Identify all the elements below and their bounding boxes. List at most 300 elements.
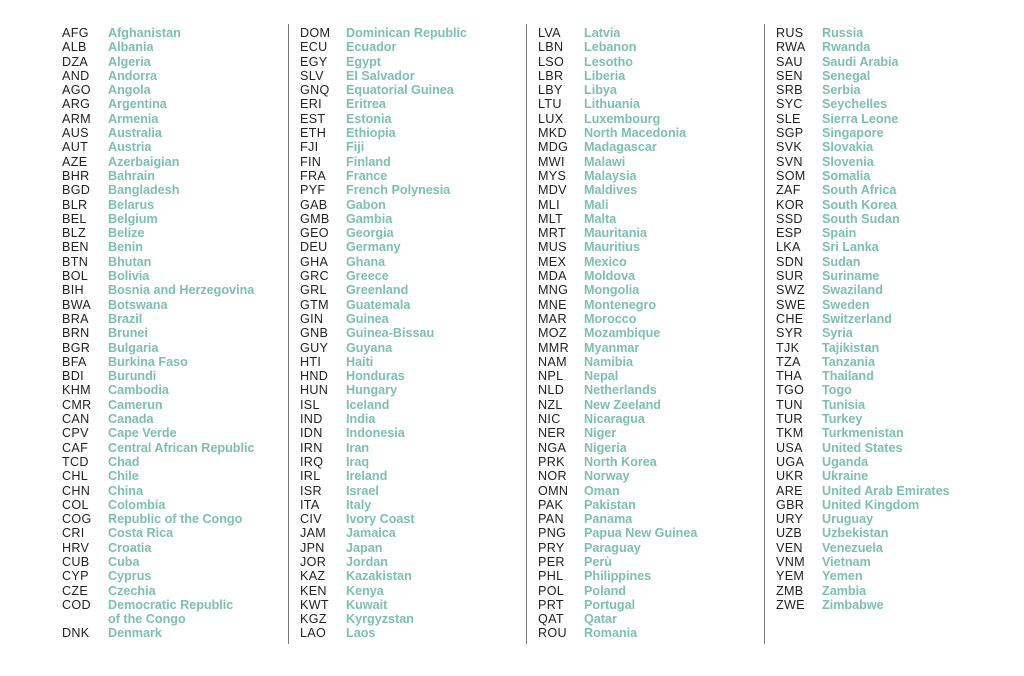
country-name: Netherlands <box>584 383 657 398</box>
country-name: Canada <box>108 412 154 427</box>
country-code: CHN <box>62 483 91 498</box>
country-name: Nepal <box>584 369 619 384</box>
country-name: Denmark <box>108 626 162 641</box>
country-row <box>776 183 950 197</box>
country-code: COD <box>62 597 91 612</box>
country-name: Hungary <box>346 383 398 398</box>
country-row <box>300 412 467 426</box>
country-row <box>776 226 950 240</box>
country-code: TGO <box>776 383 805 398</box>
country-row <box>62 341 255 355</box>
country-row <box>300 240 467 254</box>
country-code: GHA <box>300 254 329 269</box>
country-code: NIC <box>538 412 561 427</box>
column-divider <box>526 24 527 644</box>
country-code: SYC <box>776 97 803 112</box>
country-row <box>300 298 467 312</box>
country-code: MYS <box>538 168 567 183</box>
country-name: Lebanon <box>584 40 637 55</box>
country-name: Burundi <box>108 369 157 384</box>
country-name: Spain <box>822 226 857 241</box>
country-row <box>300 555 467 569</box>
country-row <box>300 526 467 540</box>
country-code: ISR <box>300 483 322 498</box>
country-code: CHE <box>776 311 804 326</box>
country-code: THA <box>776 369 803 384</box>
country-row <box>62 112 255 126</box>
country-name: Argentina <box>108 97 167 112</box>
country-row <box>300 212 467 226</box>
country-row <box>538 269 697 283</box>
country-code: SEN <box>776 68 803 83</box>
country-code: AFG <box>62 26 89 40</box>
country-row <box>776 498 950 512</box>
country-code: UZB <box>776 526 803 541</box>
country-code: BEN <box>62 240 89 255</box>
country-name: France <box>346 168 388 183</box>
country-name: Togo <box>822 383 852 398</box>
country-row <box>300 612 467 626</box>
country-name: India <box>346 412 376 427</box>
country-row <box>300 226 467 240</box>
country-code: NZL <box>538 397 563 412</box>
country-code: ISL <box>300 397 320 412</box>
country-name: Maldives <box>584 183 638 198</box>
country-code: KAZ <box>300 569 326 584</box>
country-row <box>776 584 950 598</box>
country-code: NER <box>538 426 566 441</box>
country-name: Lesotho <box>584 54 633 69</box>
country-name: Honduras <box>346 369 405 384</box>
country-row <box>538 226 697 240</box>
country-name: Malta <box>584 211 617 226</box>
country-code: BGD <box>62 183 91 198</box>
country-name: United States <box>822 440 903 455</box>
country-name: Iran <box>346 440 370 455</box>
country-code: ALB <box>62 40 87 55</box>
country-row <box>776 598 950 612</box>
country-name: Malawi <box>584 154 626 169</box>
country-code: TKM <box>776 426 804 441</box>
country-code: MMR <box>538 340 569 355</box>
country-name: Costa Rica <box>108 526 174 541</box>
country-name: Benin <box>108 240 143 255</box>
country-name: Slovakia <box>822 140 874 155</box>
country-name: Estonia <box>346 111 392 126</box>
country-name: Jordan <box>346 554 388 569</box>
country-name: Slovenia <box>822 154 874 169</box>
country-name: Laos <box>346 626 376 641</box>
country-row <box>776 269 950 283</box>
country-name: Kuwait <box>346 597 388 612</box>
country-row <box>300 198 467 212</box>
country-row <box>300 169 467 183</box>
country-row <box>776 326 950 340</box>
country-code: MKD <box>538 126 567 141</box>
country-name: Central African Republic <box>108 440 255 455</box>
country-row <box>62 226 255 240</box>
country-name: Croatia <box>108 540 152 555</box>
country-row <box>538 569 697 583</box>
country-code: MAR <box>538 311 567 326</box>
country-name: Kazakistan <box>346 569 412 584</box>
country-name: Saudi Arabia <box>822 54 899 69</box>
country-name: Syria <box>822 326 853 341</box>
country-row <box>538 512 697 526</box>
country-code: GUY <box>300 340 329 355</box>
country-row <box>62 240 255 254</box>
country-code: JOR <box>300 554 327 569</box>
country-name: Algeria <box>108 54 151 69</box>
country-code: ZWE <box>776 597 805 612</box>
country-row <box>776 398 950 412</box>
country-code: NPL <box>538 369 564 384</box>
country-row <box>776 83 950 97</box>
country-name: Chile <box>108 469 139 484</box>
country-name: Ukraine <box>822 469 869 484</box>
country-code: BHR <box>62 168 90 183</box>
country-name: Tajikistan <box>822 340 880 355</box>
country-name: Sri Lanka <box>822 240 879 255</box>
country-code: ARE <box>776 483 803 498</box>
country-code: ARM <box>62 111 91 126</box>
country-row <box>300 426 467 440</box>
country-code: JAM <box>300 526 327 541</box>
country-code: QAT <box>538 612 564 627</box>
country-name: Mexico <box>584 254 627 269</box>
country-row <box>62 326 255 340</box>
country-row <box>300 83 467 97</box>
country-name: Zimbabwe <box>822 597 884 612</box>
country-name: Madagascar <box>584 140 657 155</box>
country-code: CHL <box>62 469 89 484</box>
country-row <box>538 412 697 426</box>
country-row <box>538 626 697 640</box>
country-name: Finland <box>346 154 391 169</box>
country-name: Portugal <box>584 597 636 612</box>
country-code: DNK <box>62 626 90 641</box>
country-row <box>776 69 950 83</box>
country-row <box>776 383 950 397</box>
country-name: Ecuador <box>346 40 397 55</box>
country-code: IRN <box>300 440 323 455</box>
country-row <box>62 55 255 69</box>
country-code: MRT <box>538 226 566 241</box>
country-row <box>300 97 467 111</box>
country-code: GEO <box>300 226 329 241</box>
country-code: KHM <box>62 383 91 398</box>
country-row <box>300 498 467 512</box>
country-row <box>62 355 255 369</box>
country-column-3 <box>538 26 697 641</box>
country-row <box>538 298 697 312</box>
country-row <box>538 312 697 326</box>
country-code: ETH <box>300 126 327 141</box>
country-code: CIV <box>300 512 322 527</box>
country-name: Bhutan <box>108 254 152 269</box>
country-name: Yemen <box>822 569 863 584</box>
country-row <box>300 69 467 83</box>
country-code: LBN <box>538 40 564 55</box>
country-code: CZE <box>62 583 89 598</box>
country-code: LBY <box>538 83 563 98</box>
country-name: Camerun <box>108 397 163 412</box>
country-code: FJI <box>300 140 319 155</box>
country-row <box>62 498 255 512</box>
country-name: Equatorial Guinea <box>346 83 454 98</box>
country-name: Guatemala <box>346 297 411 312</box>
country-code: TUN <box>776 397 803 412</box>
country-code: BOL <box>62 269 89 284</box>
country-code: PRY <box>538 540 565 555</box>
country-row <box>538 612 697 626</box>
country-name: Burkina Faso <box>108 354 188 369</box>
country-row <box>538 155 697 169</box>
country-row <box>776 469 950 483</box>
country-row <box>538 112 697 126</box>
country-name: Bulgaria <box>108 340 159 355</box>
country-code: RWA <box>776 40 806 55</box>
country-code: NOR <box>538 469 567 484</box>
country-code: LBR <box>538 68 564 83</box>
country-code: CAF <box>62 440 89 455</box>
country-row <box>776 240 950 254</box>
country-row <box>538 469 697 483</box>
country-code: SOM <box>776 168 806 183</box>
country-code: HND <box>300 369 329 384</box>
country-row <box>538 83 697 97</box>
country-row <box>300 26 467 40</box>
country-name: Serbia <box>822 83 861 98</box>
country-row <box>62 212 255 226</box>
country-name: El Salvador <box>346 68 415 83</box>
country-code: HUN <box>300 383 329 398</box>
country-row <box>62 484 255 498</box>
column-divider <box>764 24 765 644</box>
country-code: USA <box>776 440 803 455</box>
country-name: Australia <box>108 126 162 141</box>
country-row <box>300 355 467 369</box>
country-code: FRA <box>300 168 327 183</box>
country-code: PNG <box>538 526 567 541</box>
country-row <box>538 526 697 540</box>
country-name: Switzerland <box>822 311 892 326</box>
country-row <box>776 569 950 583</box>
country-code: KEN <box>300 583 327 598</box>
country-name: Tanzania <box>822 354 875 369</box>
country-code: SLE <box>776 111 801 126</box>
country-code: CAN <box>62 412 90 427</box>
country-row <box>62 398 255 412</box>
country-code: BDI <box>62 369 84 384</box>
country-name: Papua New Guinea <box>584 526 698 541</box>
country-row <box>538 484 697 498</box>
country-code: GNB <box>300 326 329 341</box>
country-name: Latvia <box>584 26 621 40</box>
country-name: Panama <box>584 512 633 527</box>
country-code: HTI <box>300 354 322 369</box>
country-name: Mauritania <box>584 226 647 241</box>
country-code: ECU <box>300 40 328 55</box>
country-row <box>62 298 255 312</box>
country-row <box>300 541 467 555</box>
country-row <box>538 212 697 226</box>
country-code: SUR <box>776 269 804 284</box>
country-name: Belarus <box>108 197 155 212</box>
country-row <box>62 26 255 40</box>
country-code: SAU <box>776 54 803 69</box>
country-name: Afghanistan <box>108 26 181 40</box>
country-row <box>776 212 950 226</box>
country-name: Angola <box>108 83 151 98</box>
country-row <box>776 541 950 555</box>
country-name: Cape Verde <box>108 426 177 441</box>
country-name: Mongolia <box>584 283 640 298</box>
country-name: Japan <box>346 540 383 555</box>
country-name: Romania <box>584 626 638 641</box>
country-row <box>300 255 467 269</box>
country-code: PER <box>538 554 565 569</box>
country-row <box>300 126 467 140</box>
country-name: Jamaica <box>346 526 396 541</box>
country-name: Russia <box>822 26 864 40</box>
country-row <box>776 369 950 383</box>
country-name: Qatar <box>584 612 617 627</box>
country-row <box>776 26 950 40</box>
country-name: Chad <box>108 454 140 469</box>
country-code: SWZ <box>776 283 805 298</box>
country-code: UKR <box>776 469 804 484</box>
country-name: United Kingdom <box>822 497 920 512</box>
country-name: Belize <box>108 226 145 241</box>
country-name: Italy <box>346 497 372 512</box>
country-code: SGP <box>776 126 804 141</box>
country-row <box>776 341 950 355</box>
country-code: SSD <box>776 211 803 226</box>
country-name: Swaziland <box>822 283 883 298</box>
country-row <box>776 169 950 183</box>
country-row <box>538 326 697 340</box>
country-name: Gabon <box>346 197 386 212</box>
country-name: Senegal <box>822 68 871 83</box>
country-code: EST <box>300 111 326 126</box>
country-row <box>62 584 255 598</box>
country-code: VEN <box>776 540 803 555</box>
country-name: Ivory Coast <box>346 512 415 527</box>
country-code: CUB <box>62 554 90 569</box>
country-code: NAM <box>538 354 567 369</box>
country-code: ERI <box>300 97 322 112</box>
country-code: AUS <box>62 126 89 141</box>
country-name: Mozambique <box>584 326 661 341</box>
country-code: OMN <box>538 483 569 498</box>
country-code: MDG <box>538 140 569 155</box>
country-name: Turkey <box>822 412 863 427</box>
country-code: GNQ <box>300 83 330 98</box>
country-code: BLR <box>62 197 88 212</box>
country-name: Vietnam <box>822 554 871 569</box>
country-code: URY <box>776 512 804 527</box>
country-name: Armenia <box>108 111 159 126</box>
country-code: DEU <box>300 240 328 255</box>
country-code: SLV <box>300 68 324 83</box>
country-name: Venezuela <box>822 540 883 555</box>
country-row <box>538 169 697 183</box>
country-row <box>538 283 697 297</box>
country-row <box>776 298 950 312</box>
country-code: ZAF <box>776 183 801 198</box>
country-row <box>538 198 697 212</box>
country-name: Mauritius <box>584 240 640 255</box>
country-code: KOR <box>776 197 805 212</box>
country-row <box>300 112 467 126</box>
country-name: Cambodia <box>108 383 169 398</box>
country-row <box>62 555 255 569</box>
country-code: PYF <box>300 183 326 198</box>
country-name: North Korea <box>584 454 657 469</box>
country-name: Nigeria <box>584 440 627 455</box>
country-row <box>776 155 950 169</box>
country-name: Norway <box>584 469 630 484</box>
country-name: Germany <box>346 240 401 255</box>
country-code: EGY <box>300 54 328 69</box>
country-name: Fiji <box>346 140 365 155</box>
country-code: MOZ <box>538 326 567 341</box>
country-name: Seychelles <box>822 97 888 112</box>
country-code: SRB <box>776 83 803 98</box>
country-name: Republic of the Congo <box>108 512 243 527</box>
country-code: KWT <box>300 597 329 612</box>
country-row <box>538 541 697 555</box>
country-code: IRL <box>300 469 321 484</box>
country-name: Colombia <box>108 497 166 512</box>
country-code: BIH <box>62 283 84 298</box>
country-row <box>538 69 697 83</box>
country-name: Indonesia <box>346 426 405 441</box>
country-name: South Sudan <box>822 211 900 226</box>
country-name: Guyana <box>346 340 393 355</box>
country-name: Paraguay <box>584 540 641 555</box>
country-row <box>62 441 255 455</box>
country-name: Democratic Republic <box>108 597 234 612</box>
country-row <box>538 355 697 369</box>
country-name: Turkmenistan <box>822 426 904 441</box>
country-code: LUX <box>538 111 564 126</box>
country-row <box>538 555 697 569</box>
country-row <box>62 140 255 154</box>
country-code: JPN <box>300 540 325 555</box>
column-divider <box>288 24 289 644</box>
country-row <box>62 426 255 440</box>
country-row <box>62 283 255 297</box>
country-row <box>538 441 697 455</box>
country-name: Mali <box>584 197 609 212</box>
country-row <box>538 341 697 355</box>
country-code: BFA <box>62 354 87 369</box>
country-row <box>300 341 467 355</box>
country-code: ZMB <box>776 583 804 598</box>
country-row <box>538 140 697 154</box>
country-code: TUR <box>776 412 803 427</box>
country-row <box>300 598 467 612</box>
country-row <box>300 455 467 469</box>
country-row <box>62 469 255 483</box>
country-code: COL <box>62 497 89 512</box>
country-code: SYR <box>776 326 803 341</box>
country-name: Thailand <box>822 369 874 384</box>
country-name: Iceland <box>346 397 390 412</box>
country-row <box>62 383 255 397</box>
